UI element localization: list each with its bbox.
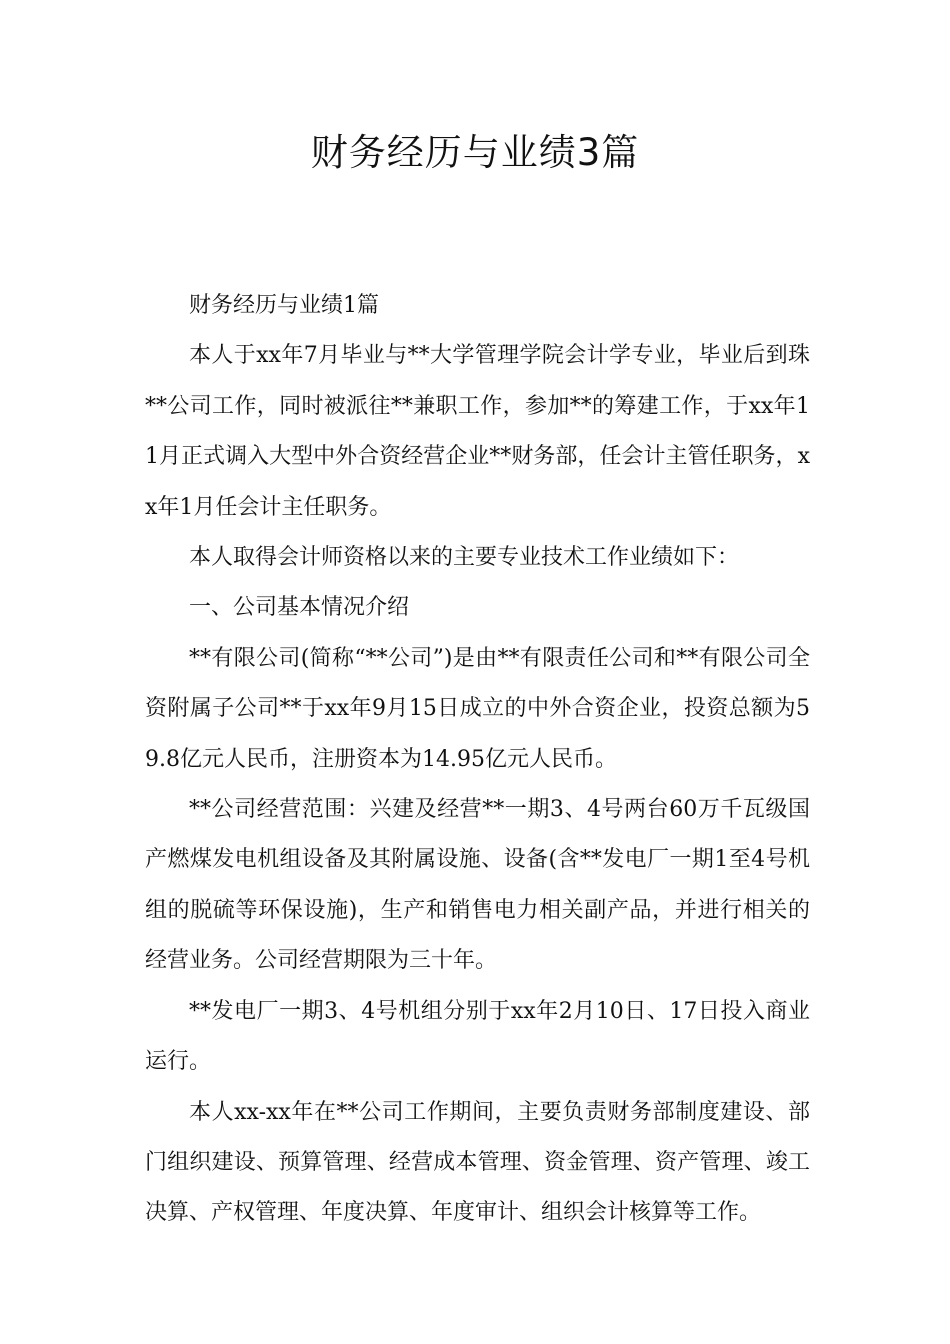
document-body [145,281,810,1239]
paragraph-commercial-operation: **发电厂一期3、4号机组分别于xx年2月10日、17日投入商业运行。 [145,998,810,1075]
document-title: 财务经历与业绩3篇 [310,131,640,174]
paragraph-company-heading: 一、公司基本情况介绍 [189,595,410,621]
paragraph-responsibilities: 本人xx-xx年在**公司工作期间，主要负责财务部制度建设、部门组织建设、预算管理、经营成本管理、资金管理、资产管理、竣工决算、产权管理、年度决算、年度审计、组织会计核算等工作。 [145,1099,810,1226]
paragraph-company-intro: **有限公司(简称“**公司”)是由**有限责任公司和**有限公司全资附属子公司**于xx年9月15日成立的中外合资企业，投资总额为59.8亿元人民币，注册资本为14.95亿元人民币。 [145,645,810,772]
paragraph-business-scope: **公司经营范围：兴建及经营**一期3、4号两台60万千瓦级国产燃煤发电机组设备及其附属设施、设备(含**发电厂一期1至4号机组的脱硫等环保设施)，生产和销售电力相关副产品，并进行相关的经营业务。公司经营期限为三十年。 [145,797,810,974]
paragraph-section-heading: 财务经历与业绩1篇 [189,293,379,318]
paragraph-personal-history: 本人于xx年7月毕业与**大学管理学院会计学专业，毕业后到珠**公司工作，同时被派往**兼职工作，参加**的筹建工作，于xx年11月正式调入大型中外合资经营企业**财务部，任会计主管任职务，xx年1月任会计主任职务。 [145,343,810,520]
paragraph-achievements-intro: 本人取得会计师资格以来的主要专业技术工作业绩如下： [189,545,740,571]
